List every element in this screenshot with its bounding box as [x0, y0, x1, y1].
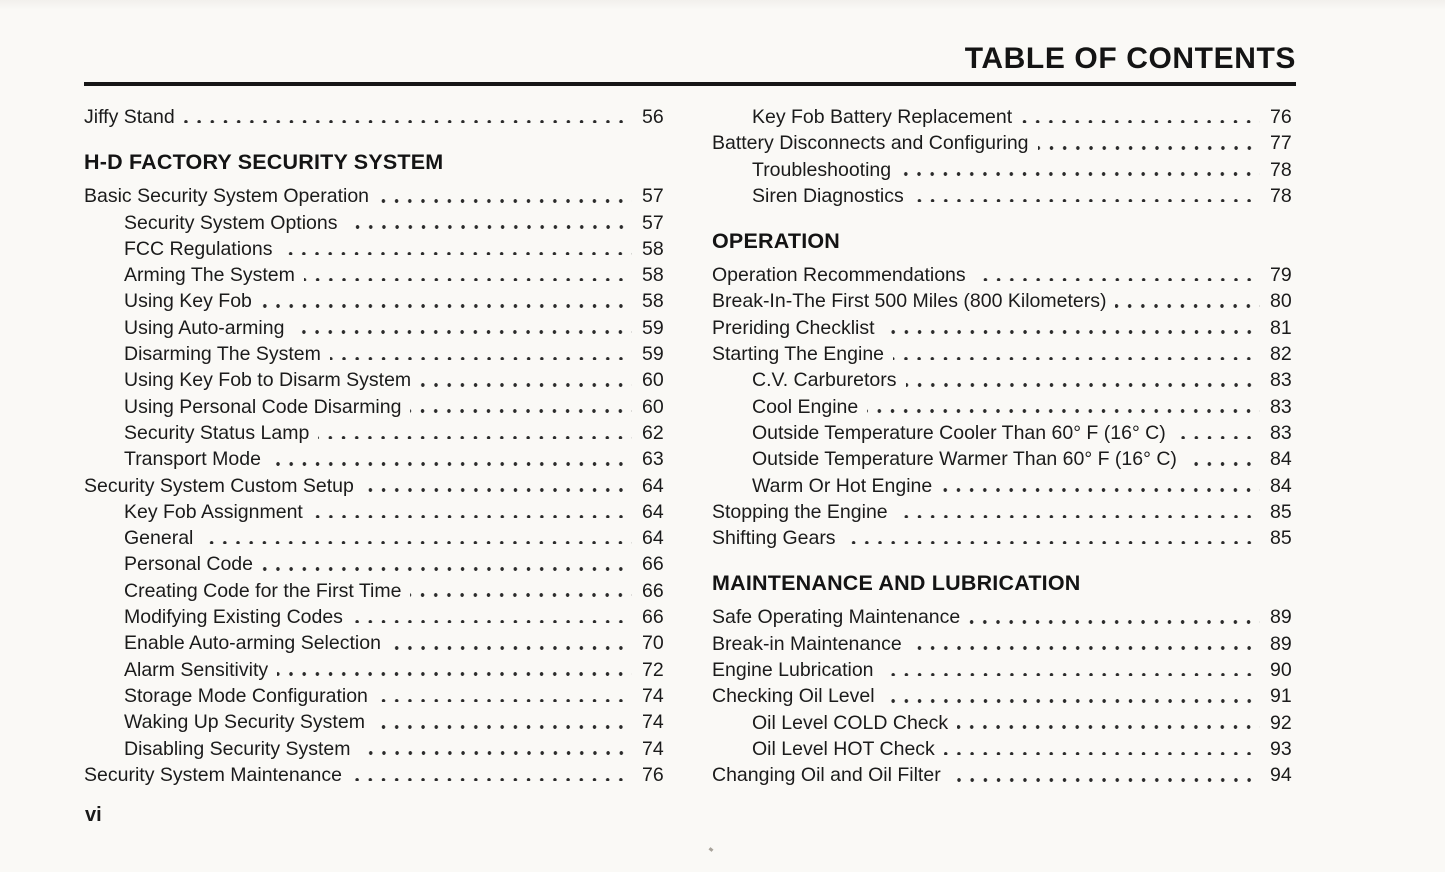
dot-leader	[969, 620, 1260, 624]
dot-leader	[270, 462, 632, 466]
toc-entry-page: 78	[1270, 158, 1292, 181]
toc-entry-page: 76	[1270, 106, 1292, 128]
toc-columns	[84, 104, 1296, 789]
toc-entry-label: Stopping the Engine	[712, 500, 888, 523]
toc-entry-label: Shifting Gears	[712, 527, 836, 550]
toc-entry-page: 82	[1270, 343, 1292, 366]
toc-entry	[712, 657, 1296, 683]
dot-leader	[883, 673, 1260, 677]
toc-entry-page: 56	[642, 106, 664, 128]
toc-entry	[84, 183, 668, 209]
toc-entry	[84, 288, 668, 314]
toc-entry-label: Storage Mode Configuration	[124, 684, 368, 707]
toc-entry-label: Preriding Checklist	[712, 316, 875, 339]
toc-entry	[712, 130, 1296, 156]
toc-entry	[84, 604, 668, 630]
toc-entry-label: Arming The System	[124, 264, 295, 287]
toc-entry	[84, 236, 668, 262]
page-header	[84, 42, 1296, 86]
toc-entry-label: Warm Or Hot Engine	[752, 474, 933, 497]
toc-entry	[712, 262, 1296, 288]
toc-entry-label: Alarm Sensitivity	[124, 658, 269, 681]
dot-leader	[950, 778, 1260, 782]
dot-leader	[1115, 304, 1260, 308]
toc-entry	[712, 710, 1296, 736]
toc-entry-label: Key Fob Assignment	[124, 500, 303, 523]
dot-leader	[1021, 120, 1260, 124]
dot-leader	[906, 383, 1260, 387]
footer-page-number: vi	[85, 804, 102, 826]
dot-leader	[293, 330, 632, 334]
toc-entry	[712, 683, 1296, 709]
dot-leader	[377, 699, 632, 703]
dot-leader	[378, 199, 632, 203]
toc-entry	[712, 394, 1296, 420]
dot-leader	[1038, 146, 1260, 150]
toc-entry-label: Outside Temperature Cooler Than 60° F (16° C)	[752, 421, 1166, 444]
dot-leader	[318, 436, 632, 440]
dot-leader	[351, 778, 632, 782]
dot-leader	[390, 646, 632, 650]
toc-entry	[84, 446, 668, 472]
toc-entry-label: Siren Diagnostics	[752, 184, 904, 207]
toc-entry	[84, 578, 668, 604]
dot-leader	[913, 199, 1260, 203]
dot-leader	[281, 252, 632, 256]
scan-edge	[0, 0, 1445, 10]
toc-entry-label: Break-In-The First 500 Miles (800 Kilometers)	[712, 290, 1107, 313]
toc-entry	[84, 499, 668, 525]
toc-entry	[712, 499, 1296, 525]
dot-leader	[420, 383, 632, 387]
toc-entry-page: 63	[642, 448, 664, 471]
toc-entry-page: 59	[642, 316, 664, 339]
toc-entry-page: 64	[642, 474, 664, 497]
toc-entry	[84, 394, 668, 420]
toc-entry-page: 90	[1270, 659, 1292, 682]
toc-entry	[712, 473, 1296, 499]
toc-entry-page: 83	[1270, 395, 1292, 418]
toc-entry	[712, 315, 1296, 341]
toc-entry-page: 58	[642, 237, 664, 260]
toc-entry-label: General	[124, 527, 194, 550]
dot-leader	[1175, 436, 1260, 440]
toc-entry	[84, 262, 668, 288]
dot-leader	[944, 752, 1260, 756]
toc-entry-page: 81	[1270, 316, 1292, 339]
dot-leader	[277, 672, 632, 676]
toc-entry-page: 66	[642, 606, 664, 629]
dot-leader	[347, 225, 633, 229]
dot-leader	[352, 620, 632, 624]
toc-entry-label: Cool Engine	[752, 395, 859, 418]
toc-entry-label: Safe Operating Maintenance	[712, 606, 961, 629]
toc-entry	[712, 736, 1296, 762]
toc-entry-label: Disarming The System	[124, 343, 321, 366]
toc-entry-label: Operation Recommendations	[712, 264, 966, 287]
toc-entry-label: Using Key Fob	[124, 290, 252, 313]
toc-entry-label: Checking Oil Level	[712, 685, 875, 708]
dot-leader	[975, 278, 1260, 282]
toc-entry	[712, 367, 1296, 393]
toc-entry-page: 83	[1270, 421, 1292, 444]
toc-column-left	[84, 104, 668, 789]
toc-entry-page: 57	[642, 211, 664, 234]
toc-entry-label: Basic Security System Operation	[84, 185, 370, 208]
dot-leader	[304, 278, 632, 282]
dot-leader	[957, 725, 1260, 729]
toc-entry-page: 89	[1270, 632, 1292, 655]
toc-entry-page: 85	[1270, 527, 1292, 550]
toc-entry-page: 74	[642, 711, 664, 734]
dot-leader	[374, 725, 632, 729]
toc-entry-label: C.V. Carburetors	[752, 369, 897, 392]
dot-leader	[884, 699, 1260, 703]
toc-entry-page: 58	[642, 290, 664, 313]
toc-entry-page: 89	[1270, 606, 1292, 629]
toc-entry-page: 78	[1270, 184, 1292, 207]
dot-leader	[202, 541, 632, 545]
section-heading: MAINTENANCE AND LUBRICATION	[712, 571, 1081, 596]
toc-entry-label: Creating Code for the First Time	[124, 579, 402, 602]
toc-entry-label: Oil Level HOT Check	[752, 737, 935, 760]
toc-entry-label: Outside Temperature Warmer Than 60° F (16° C)	[752, 448, 1177, 471]
dot-leader	[312, 515, 632, 519]
toc-entry-page: 66	[642, 553, 664, 576]
dot-leader	[261, 304, 632, 308]
toc-entry-label: Transport Mode	[124, 448, 261, 471]
toc-entry	[84, 315, 668, 341]
toc-entry	[84, 683, 668, 709]
dot-leader	[262, 567, 632, 571]
toc-entry-page: 93	[1270, 737, 1292, 760]
toc-entry	[84, 736, 668, 762]
toc-entry-label: Key Fob Battery Replacement	[752, 106, 1013, 128]
toc-entry	[84, 630, 668, 656]
toc-entry-page: 80	[1270, 290, 1292, 313]
toc-entry	[712, 525, 1296, 551]
toc-entry-label: Disabling Security System	[124, 737, 351, 760]
toc-entry-page: 77	[1270, 132, 1292, 155]
toc-entry-page: 92	[1270, 711, 1292, 734]
toc-entry-label: Using Personal Code Disarming	[124, 395, 402, 418]
toc-entry	[84, 709, 668, 735]
toc-entry-page: 62	[642, 421, 664, 444]
toc-entry	[712, 631, 1296, 657]
toc-entry	[84, 525, 668, 551]
toc-entry-label: Security System Options	[124, 211, 338, 234]
toc-entry	[712, 288, 1296, 314]
toc-entry-page: 64	[642, 500, 664, 523]
section-heading: H-D FACTORY SECURITY SYSTEM	[84, 150, 444, 175]
toc-entry	[84, 341, 668, 367]
dot-leader	[893, 357, 1260, 361]
toc-entry-label: Engine Lubrication	[712, 659, 874, 682]
toc-entry-label: Break-in Maintenance	[712, 632, 902, 655]
toc-entry	[712, 183, 1296, 209]
toc-entry	[712, 104, 1296, 130]
toc-entry-page: 60	[642, 369, 664, 392]
toc-entry	[84, 210, 668, 236]
dot-leader	[845, 541, 1260, 545]
dot-leader	[1186, 462, 1260, 466]
toc-entry	[84, 420, 668, 446]
toc-entry	[712, 446, 1296, 472]
toc-entry-page: 94	[1270, 764, 1292, 787]
toc-entry	[712, 420, 1296, 446]
toc-entry-label: Security Status Lamp	[124, 421, 310, 444]
section-heading: OPERATION	[712, 229, 841, 254]
toc-entry-page: 66	[642, 579, 664, 602]
toc-entry-label: FCC Regulations	[124, 237, 273, 260]
dot-leader	[410, 409, 632, 413]
toc-entry-page: 79	[1270, 264, 1292, 287]
toc-entry-page: 74	[642, 737, 664, 760]
toc-entry-label: Troubleshooting	[752, 158, 892, 181]
toc-entry-label: Changing Oil and Oil Filter	[712, 764, 941, 787]
toc-entry	[712, 341, 1296, 367]
toc-entry-page: 84	[1270, 474, 1292, 497]
dot-leader	[911, 646, 1260, 650]
toc-entry	[84, 367, 668, 393]
dot-leader	[184, 120, 632, 124]
toc-entry-label: Starting The Engine	[712, 343, 885, 366]
toc-entry	[84, 551, 668, 577]
toc-entry-page: 84	[1270, 448, 1292, 471]
toc-entry-page: 76	[642, 763, 664, 786]
toc-entry-page: 83	[1270, 369, 1292, 392]
dot-leader	[884, 330, 1260, 334]
toc-entry-page: 58	[642, 264, 664, 287]
toc-entry-label: Using Auto-arming	[124, 316, 285, 339]
toc-entry-page: 74	[642, 684, 664, 707]
toc-entry-page: 91	[1270, 685, 1292, 708]
toc-entry-label: Using Key Fob to Disarm System	[124, 369, 412, 392]
scan-artifact	[709, 847, 714, 852]
toc-entry-page: 60	[642, 395, 664, 418]
toc-entry	[84, 762, 668, 788]
toc-entry	[712, 157, 1296, 183]
toc-entry	[84, 657, 668, 683]
toc-entry-page: 70	[642, 632, 664, 655]
toc-column-right	[712, 104, 1296, 789]
toc-entry-label: Battery Disconnects and Configuring	[712, 132, 1029, 155]
title-rule	[84, 82, 1296, 86]
dot-leader	[941, 488, 1260, 492]
dot-leader	[867, 409, 1260, 413]
toc-entry-label: Modifying Existing Codes	[124, 606, 343, 629]
dot-leader	[360, 751, 633, 755]
toc-entry-label: Enable Auto-arming Selection	[124, 632, 381, 655]
toc-entry-page: 64	[642, 527, 664, 550]
toc-entry-label: Personal Code	[124, 553, 253, 576]
dot-leader	[900, 172, 1260, 176]
toc-entry-label: Security System Custom Setup	[84, 474, 354, 497]
dot-leader	[330, 357, 632, 361]
toc-entry-label: Jiffy Stand	[84, 106, 175, 128]
dot-leader	[363, 488, 632, 492]
dot-leader	[897, 515, 1260, 519]
toc-entry	[712, 762, 1296, 788]
toc-entry-label: Waking Up Security System	[124, 711, 365, 734]
toc-entry	[84, 473, 668, 499]
toc-entry	[712, 604, 1296, 630]
toc-entry-page: 59	[642, 343, 664, 366]
toc-entry	[84, 104, 668, 130]
dot-leader	[410, 593, 632, 597]
toc-entry-page: 85	[1270, 500, 1292, 523]
toc-entry-label: Security System Maintenance	[84, 763, 342, 786]
toc-entry-label: Oil Level COLD Check	[752, 711, 949, 734]
page-title: TABLE OF CONTENTS	[964, 42, 1296, 75]
toc-entry-page: 57	[642, 185, 664, 208]
toc-entry-page: 72	[642, 658, 664, 681]
